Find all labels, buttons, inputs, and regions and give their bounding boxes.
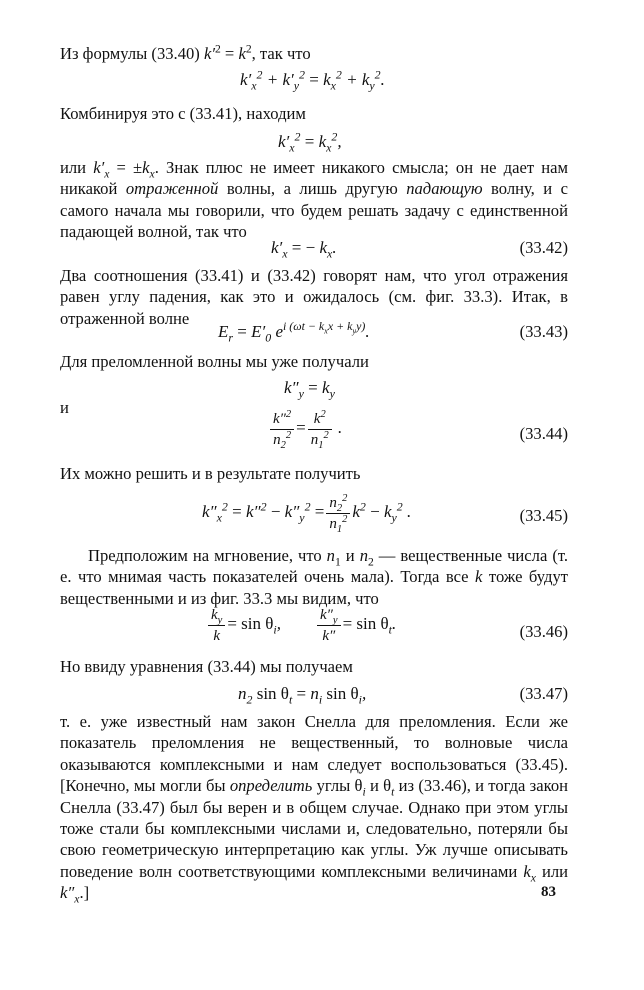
paragraph-sign: или $k'_x = \pm k_x$. Знак плюс не имеет никакого смысла; он не дает нам никакой отраженной волны, а лишь другую падающую волну, и с самого начала мы говорили, что будем решать задачу с единственной падающей волной, так что bbox=[60, 158, 569, 242]
equation-number: (33.45) bbox=[519, 506, 568, 525]
paragraph-snell-intro: Но ввиду уравнения (33.44) мы получаем bbox=[60, 657, 353, 676]
equation-33-46: $\frac{k_y}{k}$ = $\sin \theta_i$, $\frac{k''_y}{k''}$ = $\sin \theta_t$. bbox=[206, 606, 396, 645]
equation-number: (33.46) bbox=[519, 622, 568, 641]
equation-number: (33.44) bbox=[519, 424, 568, 443]
equation-ky: $k''_y = k_y$ bbox=[284, 378, 335, 401]
page-number: 83 bbox=[541, 884, 556, 900]
paragraph-combine: Комбинируя это с (33.41), находим bbox=[60, 104, 306, 123]
equation-number: (33.43) bbox=[519, 322, 568, 341]
equation-33-43: $E_r = E'_0$ $e^{i (\omega t - k_xx + k_yy)}$. bbox=[218, 319, 370, 345]
conjunction-and: и bbox=[60, 398, 69, 417]
equation-33-44: $\frac{k''^2}{n_2^2}$ = $\frac{k^2}{n_1^2}$ . bbox=[268, 410, 342, 449]
paragraph-real-indices: Предположим на мгновение, что $n_1$ и $n_2$ — вещественные числа (т. е. что мнимая часть показателей очень мала). Тогда все k тоже будут вещественными и из фиг. 33.3 мы видим, что bbox=[60, 546, 568, 608]
paragraph-reflection-angle: Два соотношения (33.41) и (33.42) говорят нам, что угол отражения равен углу падения, как это и ожидалось (см. фиг. 33.3). Итак, в отраженной волне bbox=[60, 266, 568, 328]
paragraph-snell-law: т. е. уже известный нам закон Снелла для преломления. Если же показатель преломления не вещественный, то волновые числа оказываются комплексными и нам следует воспользоваться (33.45). [Конечно, мы могли бы определить углы $\theta_i$ и $\theta_t$ из (33.46), и тогда закон Снелла (33.47) был бы верен и в общем случае. Однако при этом углы тоже стали бы комплексными числами и, следовательно, потеряли бы свою геометрическую интерпретацию как углы. Уж лучше описывать поведение волн соответствующими комплексными величинами $k_x$ или $k''_x$.] bbox=[60, 712, 568, 906]
equation-33-45: $k''_x^2 = k''^2 - k''_y^2$ = $\frac{n_2^2}{n_1^2}$ $k^2 - k_y^2$ . bbox=[202, 493, 412, 535]
paragraph-refracted: Для преломленной волны мы уже получали bbox=[60, 352, 369, 371]
equation-33-42: $k'_x$ = − $k_x$. bbox=[271, 238, 337, 261]
equation-number: (33.42) bbox=[519, 238, 568, 257]
equation-wave-vector-sum: $k'_x^2 + k'_y^2 = k_x^2 + k_y^2$. bbox=[240, 67, 385, 93]
paragraph-intro: Из формулы (33.40) $k'^2 = k^2$, так что bbox=[60, 42, 311, 63]
equation-33-47: $n_2$ $\sin \theta_t = n_i$ $\sin \theta_i$, bbox=[238, 684, 367, 707]
paragraph-solve: Их можно решить и в результате получить bbox=[60, 464, 361, 483]
equation-kx-squared: $k'_x^2 = k_x^2$, bbox=[278, 129, 342, 155]
equation-number: (33.47) bbox=[519, 684, 568, 703]
